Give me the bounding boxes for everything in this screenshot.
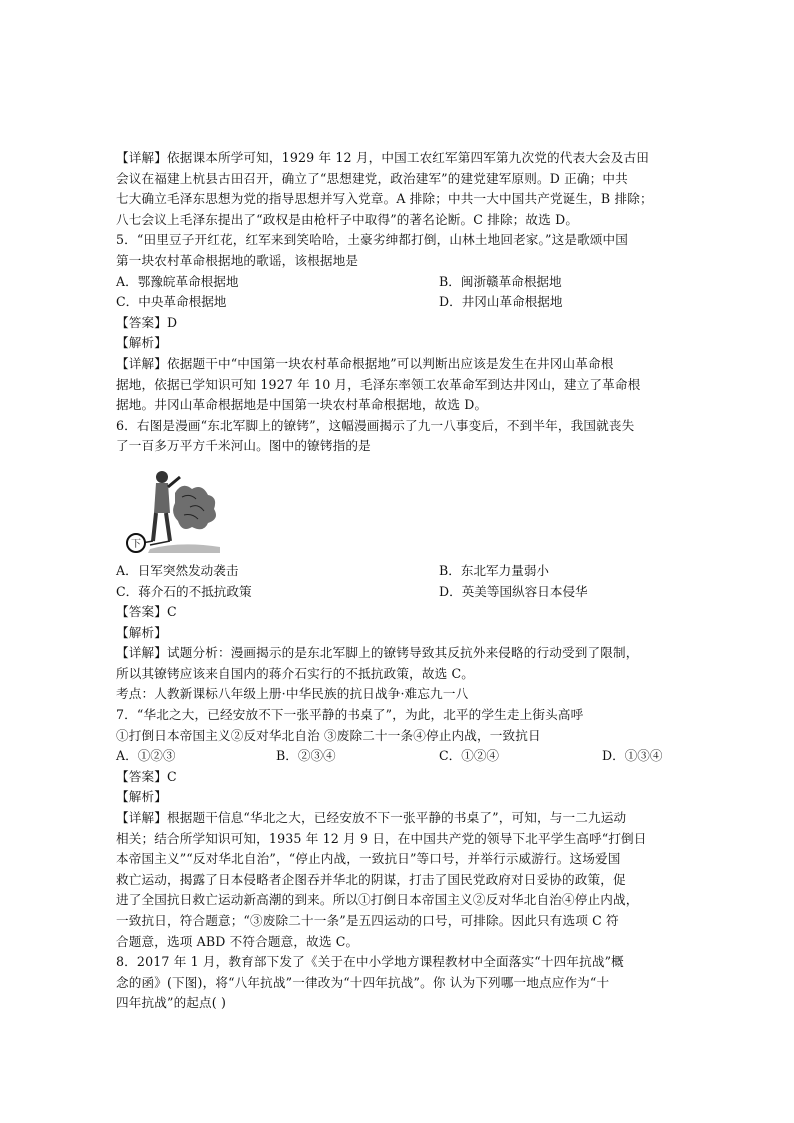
document-page (116, 148, 681, 1014)
q4-explanation (116, 148, 681, 230)
option-c: C．①②④ (439, 748, 500, 764)
text-line: 一致抗日，符合题意；“③废除二十一条”是五四运动的口号，可排除。因此只有选项 C 符 (116, 913, 619, 928)
text-line: 【详解】依据课本所学可知，1929 年 12 月，中国工农红军第四军第九次党的代表大会及古田 (116, 150, 649, 165)
text-line: 【详解】根据题干信息“华北之大，已经安放不下一张平静的书桌了”，可知，与一二九运动 (116, 810, 627, 826)
question-stem: 8．2017 年 1 月，教育部下发了《关于在中小学地方课程教材中全面落实“十四年抗战”概 (116, 954, 624, 970)
option-b: B．②③④ (276, 748, 336, 764)
options-row (116, 561, 681, 582)
question-5 (116, 230, 681, 415)
question-7 (116, 705, 681, 952)
option-b: B．东北军力量弱小 (439, 562, 550, 578)
text-line: 会议在福建上杭县古田召开，确立了“思想建党，政治建军”的建党建军原则。D 正确；中共 (116, 170, 628, 186)
option-c: C．蒋介石的不抵抗政策 (116, 583, 252, 599)
option-c: C．中央革命根据地 (116, 294, 227, 310)
analysis-label: 【解析】 (116, 624, 167, 640)
question-6 (116, 416, 681, 705)
text-line: 八七会议上毛泽东提出了“政权是由枪杆子中取得”的著名论断。C 排除；故选 D。 (116, 211, 579, 227)
question-stem: 了一百多万平方千米河山。图中的镣铐指的是 (116, 438, 371, 454)
text-line: 【详解】试题分析：漫画揭示的是东北军脚上的镣铐导致其反抗外来侵略的行动受到了限制， (116, 645, 639, 661)
option-d: D．①③④ (602, 748, 663, 764)
question-stem: 第一块农村革命根据地的歌谣，该根据地是 (116, 252, 359, 268)
analysis-label: 【解析】 (116, 789, 167, 805)
analysis-label: 【解析】 (116, 335, 167, 351)
option-d: D．英美等国纵容日本侵华 (439, 583, 588, 599)
text-line: 据地，依据已学知识可知 1927 年 10 月，毛泽东率领工农革命军到达井冈山，建立了革命根 (116, 376, 641, 392)
answer-label: 【答案】D (116, 314, 178, 330)
question-stem: ①打倒日本帝国主义②反对华北自治 ③废除二十一条④停止内战，一致抗日 (116, 727, 541, 743)
ball-label: 下 (131, 538, 141, 550)
options-row (116, 272, 681, 293)
option-a: A．①②③ (116, 748, 176, 764)
text-line: 考点：人教新课标八年级上册·中华民族的抗日战争·难忘九一八 (116, 686, 469, 702)
question-stem: 四年抗战”的起点( ) (116, 995, 227, 1011)
question-stem: 7．“华北之大，已经安放不下一张平静的书桌了”，为此，北平的学生走上街头高呼 (116, 707, 584, 723)
text-line: 七大确立毛泽东思想为党的指导思想并写入党章。A 排除；中共一大中国共产党诞生，B 排除； (116, 191, 653, 207)
question-stem: 6．右图是漫画“东北军脚上的镣铐”，这幅漫画揭示了九一八事变后，不到半年，我国就丧失 (116, 417, 635, 433)
answer-label: 【答案】C (116, 604, 177, 620)
cartoon-figure (120, 463, 230, 555)
option-b: B．闽浙赣革命根据地 (439, 273, 562, 289)
text-line: 本帝国主义”“反对华北自治”，“停止内战，一致抗日”等口号，并举行示威游行。这场爱国 (116, 851, 621, 867)
option-d: D．井冈山革命根据地 (439, 294, 563, 310)
option-a: A．鄂豫皖革命根据地 (116, 273, 239, 289)
question-8 (116, 952, 681, 1014)
text-line: 【详解】依据题干中“中国第一块农村革命根据地”可以判断出应该是发生在井冈山革命根 (116, 355, 614, 371)
text-line: 相关；结合所学知识可知，1935 年 12 月 9 日，在中国共产党的领导下北平学生高呼“打倒日 (116, 830, 647, 846)
answer-label: 【答案】C (116, 768, 177, 784)
question-stem: 5．“田里豆子开红花，红军来到笑哈哈，土豪劣绅都打倒，山林土地回老家。”这是歌颂中国 (116, 232, 629, 248)
text-line: 合题意，选项 ABD 不符合题意，故选 C。 (116, 933, 359, 949)
text-line: 据地。井冈山革命根据地是中国第一块农村革命根据地，故选 D。 (116, 397, 488, 413)
text-line: 所以其镣铐应该来自国内的蒋介石实行的不抵抗政策，故选 C。 (116, 665, 475, 681)
question-stem: 念的函》(下图)，将“八年抗战”一律改为“十四年抗战”。你 认为下列哪一地点应作为“十 (116, 974, 610, 990)
option-a: A．日军突然发动袭击 (116, 562, 239, 578)
text-line: 进了全国抗日救亡运动新高潮的到来。所以①打倒日本帝国主义②反对华北自治④停止内战， (116, 892, 639, 908)
options-row (116, 746, 681, 767)
cartoon-drawing (120, 463, 230, 555)
text-line: 救亡运动，揭露了日本侵略者企图吞并华北的阴谋，打击了国民党政府对日妥协的政策，促 (116, 871, 626, 887)
options-row (116, 582, 681, 603)
options-row (116, 292, 681, 313)
